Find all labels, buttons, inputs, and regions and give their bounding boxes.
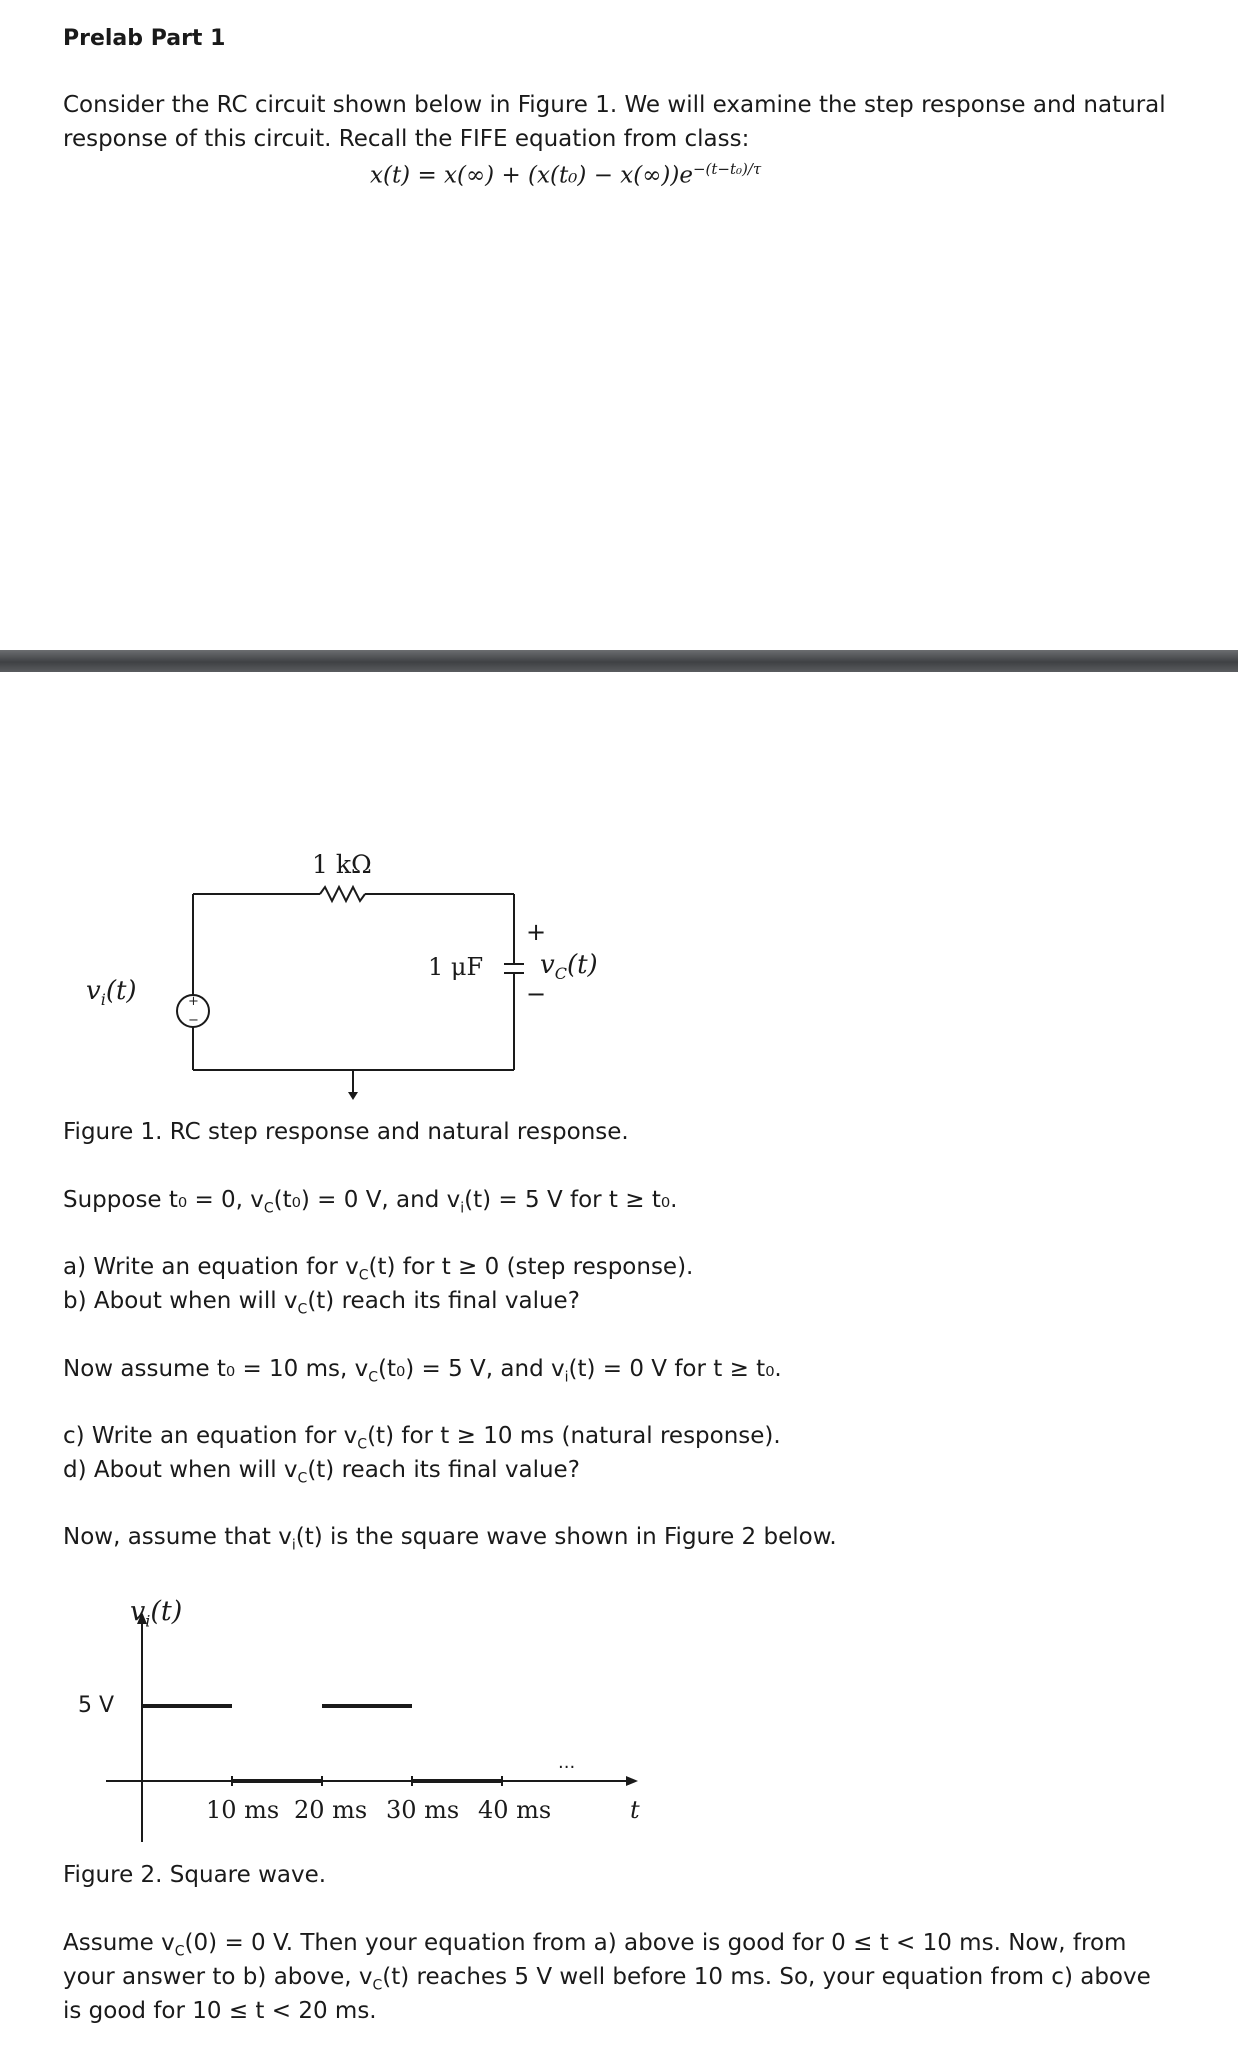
square-wave-intro	[63, 1524, 837, 1554]
step-assumption-a: Suppose t₀ = 0, v	[63, 1187, 264, 1213]
question-d	[63, 1457, 580, 1487]
vi-label-sub: i	[100, 990, 106, 1010]
intro-line-2: response of this circuit. Recall the FIFE equation from class:	[63, 126, 750, 152]
question-a-text-b: (t) for t ≥ 0 (step response).	[368, 1254, 694, 1280]
sub-c: C	[357, 1436, 368, 1453]
svg-text:−: −	[188, 1013, 199, 1028]
capacitor-minus-sign: −	[526, 980, 547, 1008]
natural-assumption-b: (t₀) = 5 V, and v	[378, 1356, 565, 1382]
vc-label-arg: (t)	[566, 950, 598, 980]
y-label-arg: (t)	[150, 1596, 183, 1627]
closing-line-2-a: your answer to b) above, v	[63, 1964, 373, 1990]
vc-label-sub: C	[554, 964, 567, 984]
question-a	[63, 1254, 693, 1284]
question-c-text-b: (t) for t ≥ 10 ms (natural response).	[367, 1423, 781, 1449]
sub-c: C	[263, 1200, 274, 1217]
x-axis-label: t	[630, 1796, 640, 1824]
sub-i: i	[564, 1369, 569, 1386]
y-label-v: v	[130, 1596, 146, 1627]
vi-label	[86, 976, 137, 1009]
fife-equation-exponent: −(t−t₀)/τ	[692, 160, 762, 178]
closing-line-1	[63, 1930, 1126, 1960]
square-wave-level-label: 5 V	[78, 1693, 115, 1718]
page-title: Prelab Part 1	[63, 26, 226, 51]
intro-line-1: Consider the RC circuit shown below in Figure 1. We will examine the step response and natural	[63, 92, 1166, 118]
question-b-text: b) About when will v	[63, 1288, 298, 1314]
sub-c: C	[368, 1369, 379, 1386]
fife-equation-body: x(t) = x(∞) + (x(t₀) − x(∞))e	[370, 162, 693, 189]
capacitor-label: 1 μF	[428, 953, 484, 981]
fife-equation	[370, 160, 761, 189]
figure-2-caption: Figure 2. Square wave.	[63, 1862, 327, 1888]
x-tick-label-30: 30 ms	[386, 1796, 460, 1824]
sub-c: C	[297, 1301, 308, 1318]
vc-label	[540, 950, 598, 983]
closing-line-1-b: (0) = 0 V. Then your equation from a) above is good for 0 ≤ t < 10 ms. Now, from	[184, 1930, 1127, 1956]
x-tick-label-40: 40 ms	[478, 1796, 552, 1824]
natural-assumption-a: Now assume t₀ = 10 ms, v	[63, 1356, 369, 1382]
sub-c: C	[372, 1977, 383, 1994]
closing-line-3: is good for 10 ≤ t < 20 ms.	[63, 1998, 377, 2024]
question-d-text: d) About when will v	[63, 1457, 298, 1483]
question-a-text: a) Write an equation for v	[63, 1254, 359, 1280]
natural-assumption-c: (t) = 0 V for t ≥ t₀.	[568, 1356, 782, 1382]
square-wave-intro-b: (t) is the square wave shown in Figure 2 below.	[295, 1524, 837, 1550]
question-c	[63, 1423, 781, 1453]
question-d-text-b: (t) reach its final value?	[307, 1457, 580, 1483]
capacitor-plus-sign: +	[526, 918, 547, 946]
step-assumption-c: (t) = 5 V for t ≥ t₀.	[464, 1187, 678, 1213]
closing-line-2	[63, 1964, 1151, 1994]
square-wave-y-label	[130, 1596, 182, 1630]
question-c-text: c) Write an equation for v	[63, 1423, 358, 1449]
question-b-text-b: (t) reach its final value?	[307, 1288, 580, 1314]
sub-i: i	[460, 1200, 465, 1217]
square-wave-ellipsis: ...	[558, 1752, 576, 1773]
square-wave-plot	[100, 1600, 660, 1850]
natural-assumption	[63, 1356, 782, 1386]
svg-text:+: +	[188, 994, 199, 1009]
closing-line-2-b: (t) reaches 5 V well before 10 ms. So, your equation from c) above	[382, 1964, 1151, 1990]
square-wave-intro-a: Now, assume that v	[63, 1524, 292, 1550]
vi-label-arg: (t)	[105, 976, 137, 1006]
step-assumption	[63, 1187, 677, 1217]
step-assumption-b: (t₀) = 0 V, and v	[273, 1187, 461, 1213]
y-label-sub: i	[145, 1611, 151, 1631]
vc-label-v: v	[540, 950, 555, 980]
vi-label-v: v	[86, 976, 101, 1006]
closing-line-1-a: Assume v	[63, 1930, 175, 1956]
figure-1-caption: Figure 1. RC step response and natural response.	[63, 1119, 629, 1145]
x-tick-label-10: 10 ms	[206, 1796, 280, 1824]
sub-i: i	[291, 1537, 296, 1554]
question-b	[63, 1288, 580, 1318]
sub-c: C	[297, 1470, 308, 1487]
x-tick-label-20: 20 ms	[294, 1796, 368, 1824]
page-separator	[0, 650, 1238, 672]
sub-c: C	[358, 1267, 369, 1284]
sub-c: C	[174, 1943, 185, 1960]
resistor-label: 1 kΩ	[312, 850, 372, 879]
